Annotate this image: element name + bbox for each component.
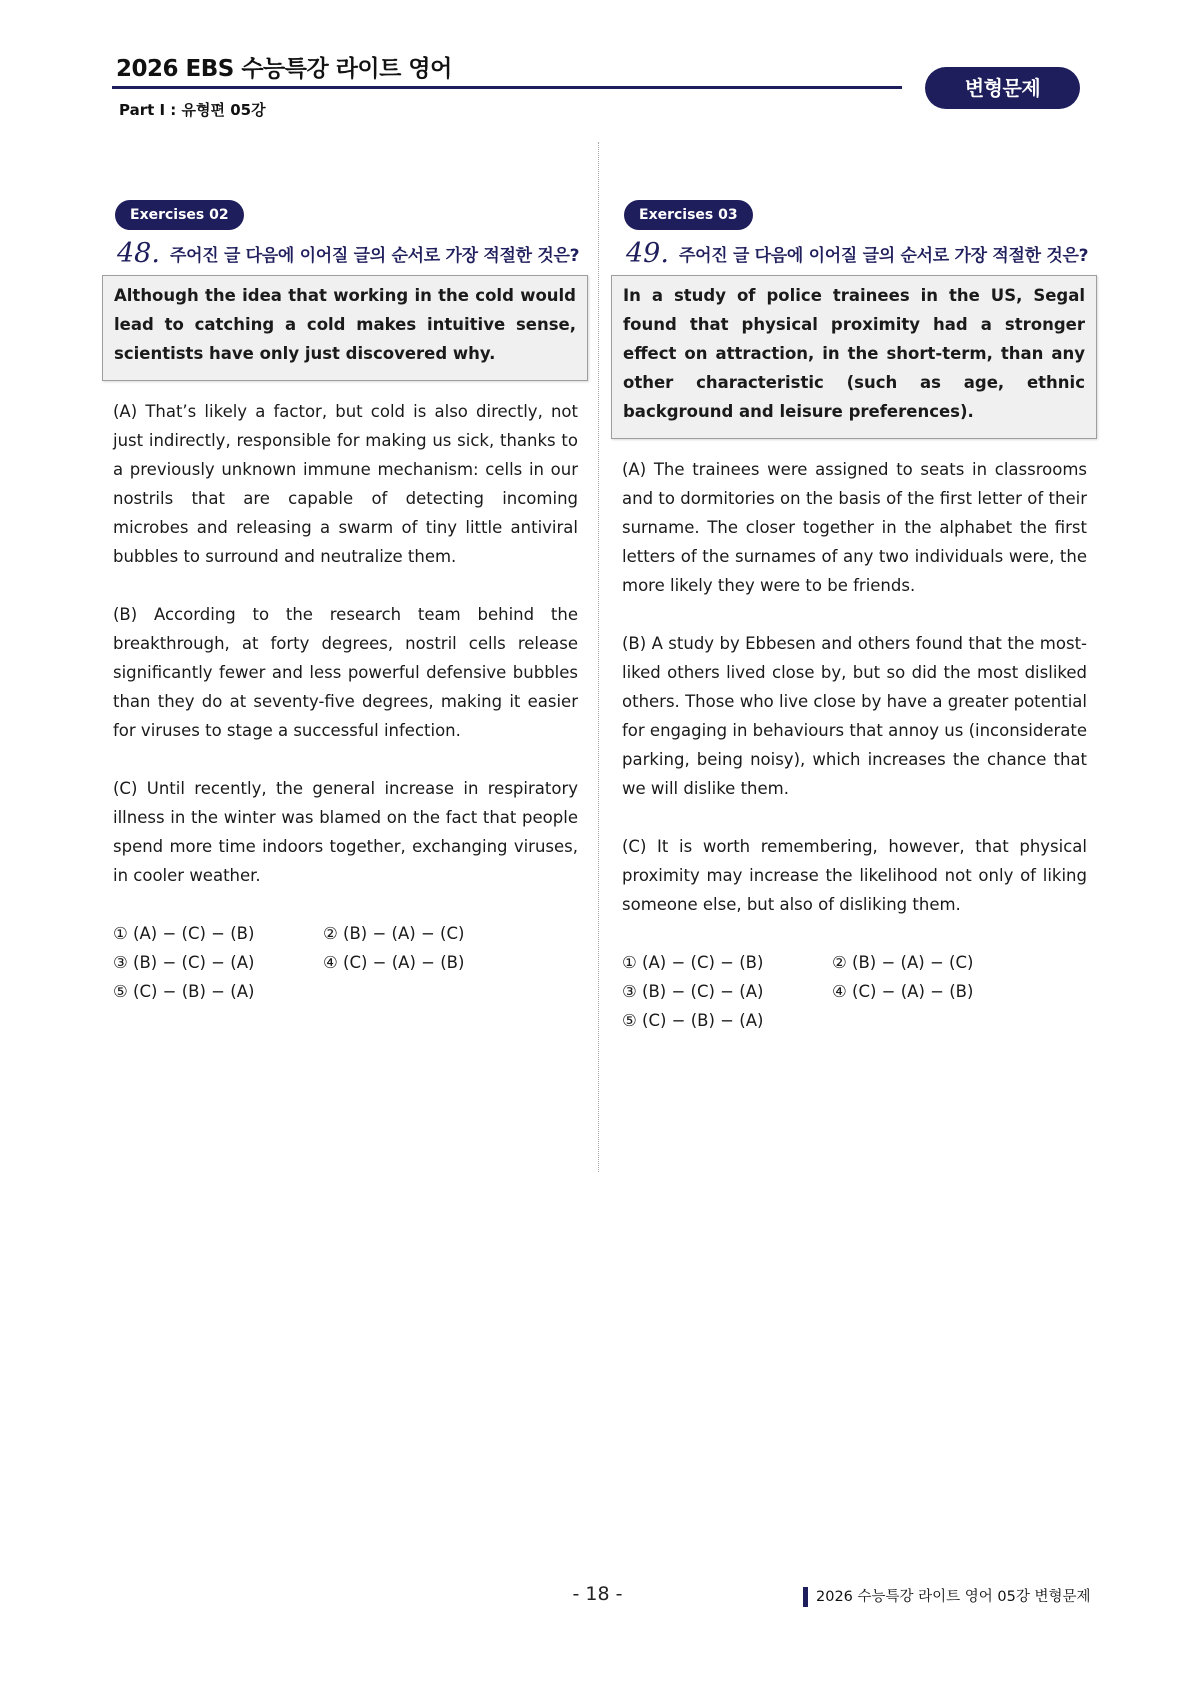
- header-badge: 변형문제: [925, 67, 1080, 109]
- footer-label: 2026 수능특강 라이트 영어 05강 변형문제: [816, 1589, 1091, 1605]
- question-number: 49.: [626, 238, 669, 269]
- choice-2[interactable]: ② (B) − (A) − (C): [832, 953, 974, 972]
- answer-choices: [622, 948, 1097, 1035]
- choice-1[interactable]: ① (A) − (C) − (B): [622, 953, 764, 972]
- paragraph-c: (C) It is worth remembering, however, that physical proximity may increase the likelihood not only of liking someone else, but also of disliking them.: [622, 837, 1087, 914]
- question-header: [626, 238, 1097, 269]
- header-rule: [112, 86, 902, 89]
- paragraph-b: (B) According to the research team behind the breakthrough, at forty degrees, nostril cells release significantly fewer and less powerful defensive bubbles than they do at seventy-five degrees, making it easier for viruses to stage a successful infection.: [113, 605, 578, 740]
- question-text: 주어진 글 다음에 이어질 글의 순서로 가장 적절한 것은?: [169, 246, 580, 266]
- question-header: [117, 238, 588, 269]
- column-divider: [598, 142, 599, 1172]
- footer-label-group: [803, 1585, 1091, 1607]
- choice-1[interactable]: ① (A) − (C) − (B): [113, 924, 255, 943]
- question-number: 48.: [117, 238, 160, 269]
- choice-5[interactable]: ⑤ (C) − (B) − (A): [622, 1011, 764, 1030]
- left-column: [102, 200, 588, 1006]
- exercise-label: Exercises 02: [115, 200, 244, 230]
- paragraph-c: (C) Until recently, the general increase in respiratory illness in the winter was blamed on the fact that people spend more time indoors together, exchanging viruses, in cooler weather.: [113, 779, 578, 885]
- choice-4[interactable]: ④ (C) − (A) − (B): [323, 953, 465, 972]
- choice-5[interactable]: ⑤ (C) − (B) − (A): [113, 982, 255, 1001]
- footer-accent-bar: [803, 1587, 808, 1607]
- page-number: - 18 -: [572, 1583, 623, 1605]
- exercise-label: Exercises 03: [624, 200, 753, 230]
- given-text-box: In a study of police trainees in the US, Segal found that physical proximity had a stronger effect on attraction, in the short-term, than any other characteristic (such as age, ethnic background and leisure preferences).: [611, 275, 1097, 439]
- choice-4[interactable]: ④ (C) − (A) − (B): [832, 982, 974, 1001]
- paragraph-b: (B) A study by Ebbesen and others found that the most-liked others lived close by, but so did the most disliked others. Those who live close by have a greater potential for engaging in behaviours that annoy us (inconsiderate parking, being noisy), which increases the chance that we will dislike them.: [622, 634, 1087, 798]
- paragraph-a: (A) That’s likely a factor, but cold is also directly, not just indirectly, responsible for making us sick, thanks to a previously unknown immune mechanism: cells in our nostrils that are capable of detecting incoming microbes and releasing a swarm of tiny little antiviral bubbles to surround and neutralize them.: [113, 402, 578, 566]
- header-title: 2026 EBS 수능특강 라이트 영어: [116, 56, 452, 82]
- right-column: [611, 200, 1097, 1035]
- answer-choices: [113, 919, 588, 1006]
- question-text: 주어진 글 다음에 이어질 글의 순서로 가장 적절한 것은?: [678, 246, 1089, 266]
- given-text-box: Although the idea that working in the cold would lead to catching a cold makes intuitive sense, scientists have only just discovered why.: [102, 275, 588, 381]
- header-subtitle: Part Ⅰ : 유형편 05강: [119, 101, 266, 119]
- choice-3[interactable]: ③ (B) − (C) − (A): [622, 982, 764, 1001]
- choice-3[interactable]: ③ (B) − (C) − (A): [113, 953, 255, 972]
- paragraph-a: (A) The trainees were assigned to seats in classrooms and to dormitories on the basis of the first letter of their surname. The closer together in the alphabet the first letters of the surnames of any two individuals were, the more likely they were to be friends.: [622, 460, 1087, 595]
- choice-2[interactable]: ② (B) − (A) − (C): [323, 924, 465, 943]
